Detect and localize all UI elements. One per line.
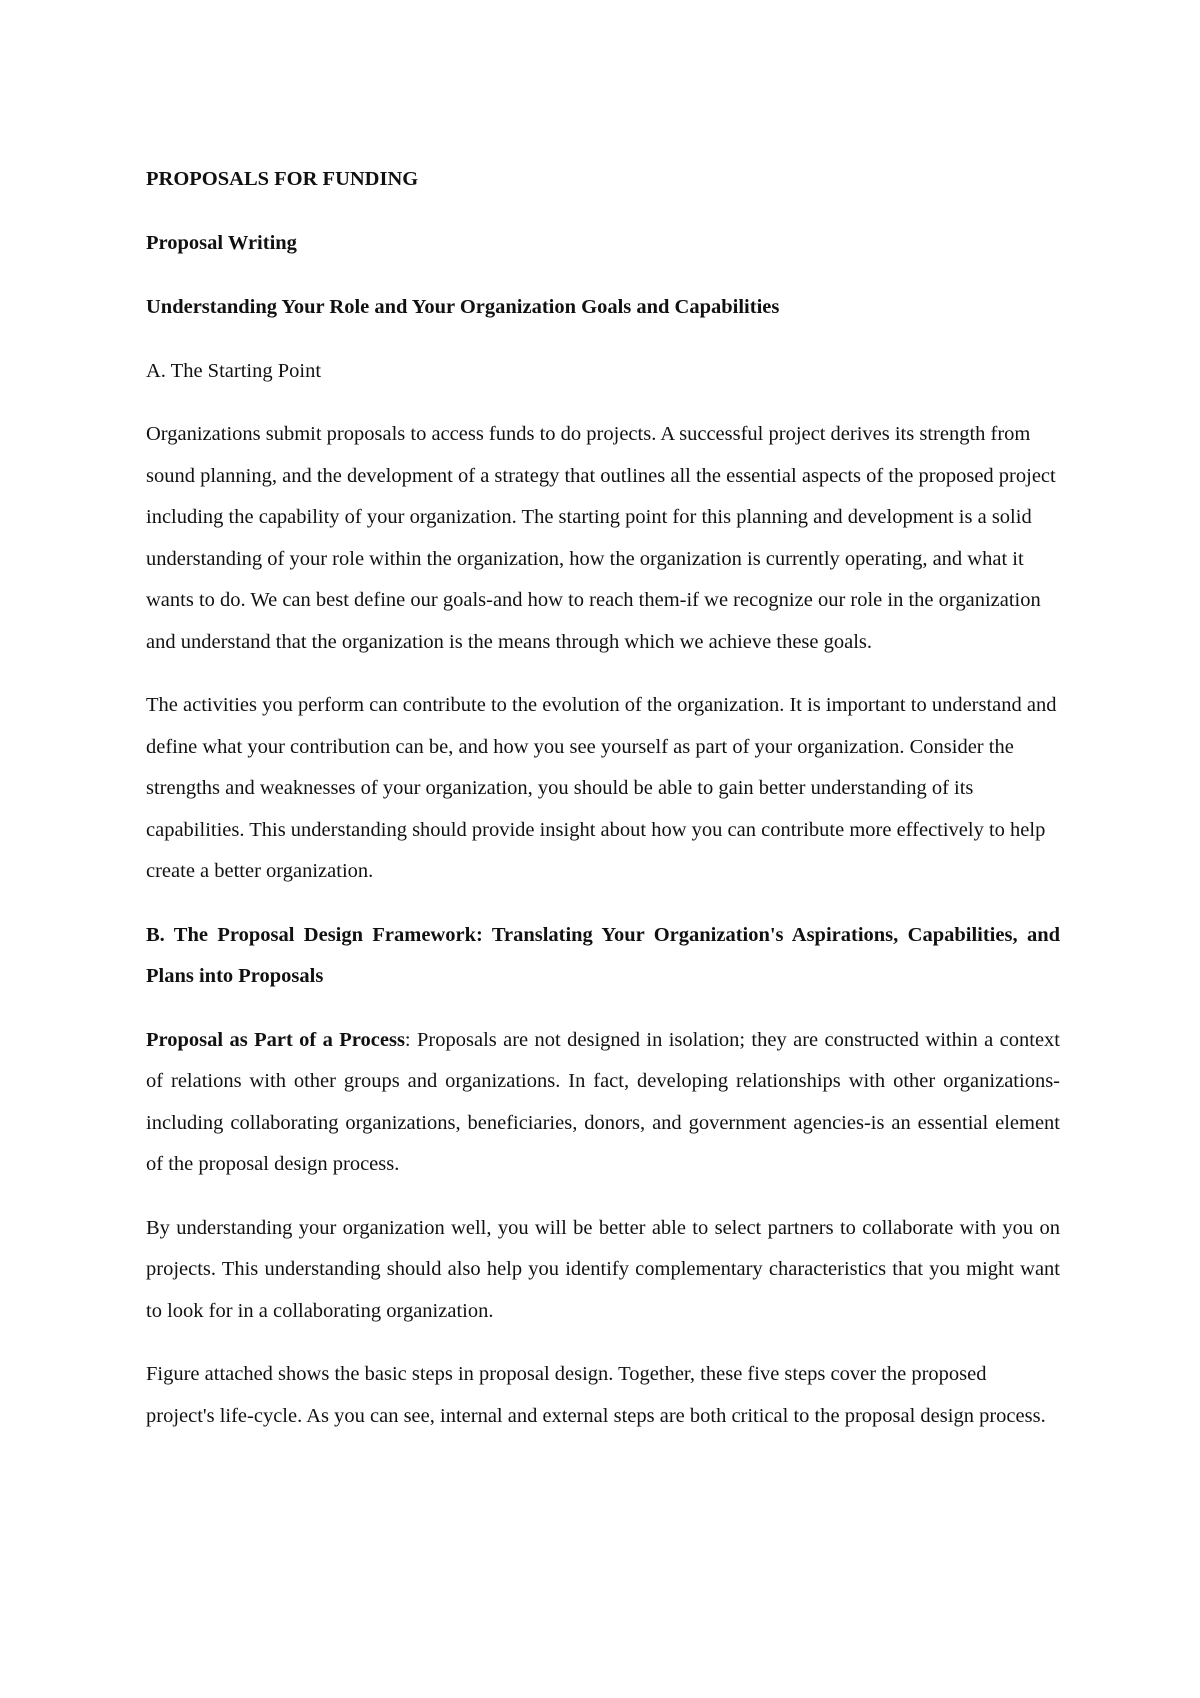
paragraph-body: Proposals are not designed in isolation; they are constructed within a context of relations with other groups and organizations. In fact, developing relationships with other organizations-including collaborating organizations, beneficiaries, donors, and government agencies-is an essential element of the proposal design process. [146, 1028, 1060, 1175]
paragraph-lead-in: Proposal as Part of a Process [146, 1028, 405, 1051]
paragraph-starting-point: Organizations submit proposals to access funds to do projects. A successful project derives its strength from sound planning, and the development of a strategy that outlines all the essential aspects of the proposed project including the capability of your organization. The starting point for this planning and development is a solid understanding of your role within the organization, how the organization is currently operating, and what it wants to do. We can best define our goals-and how to reach them-if we recognize our role in the organization and understand that the organization is the means through which we achieve these goals. [146, 423, 1056, 653]
paragraph-proposal-process [146, 1020, 1060, 1186]
section-heading: Understanding Your Role and Your Organization Goals and Capabilities [146, 296, 780, 318]
document-body [146, 158, 1060, 1459]
paragraph-partners: By understanding your organization well, you will be better able to select partners to collaborate with you on projects. This understanding should also help you identify complementary characteristics that you might want to look for in a collaborating organization. [146, 1216, 1060, 1322]
paragraph-activities: The activities you perform can contribute to the evolution of the organization. It is important to understand and define what your contribution can be, and how you see yourself as part of your organization. Consider the strengths and weaknesses of your organization, you should be able to gain better understanding of its capabilities. This understanding should provide insight about how you can contribute more effectively to help create a better organization. [146, 694, 1057, 882]
document-subtitle: Proposal Writing [146, 232, 297, 254]
section-b-heading: B. The Proposal Design Framework: Translating Your Organization's Aspirations, Capabilities, and Plans into Proposals [146, 923, 1060, 987]
paragraph-lead-colon: : [404, 1028, 411, 1051]
document-title: PROPOSALS FOR FUNDING [146, 168, 419, 190]
paragraph-figure-reference: Figure attached shows the basic steps in proposal design. Together, these five steps cover the proposed project's life-cycle. As you can see, internal and external steps are both critical to the proposal design process. [146, 1363, 1046, 1427]
section-a-heading: A. The Starting Point [146, 360, 322, 382]
